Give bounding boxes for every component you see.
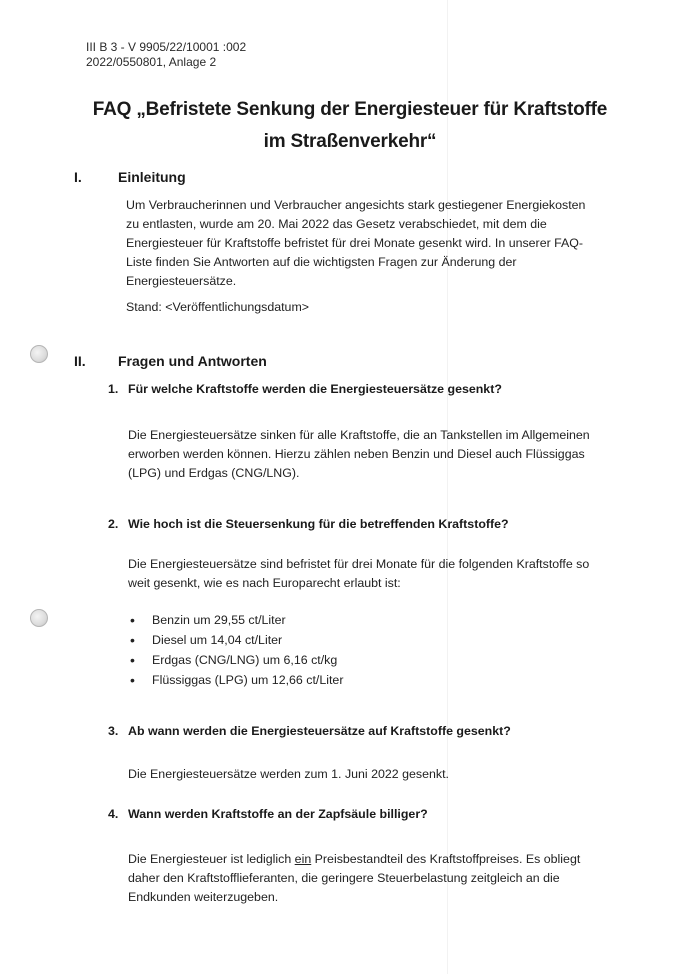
- question-number: 1.: [108, 382, 119, 396]
- answer-line: weit gesenkt, wie es nach Europarecht erlaubt ist:: [128, 576, 401, 590]
- intro-line: zu entlasten, wurde am 20. Mai 2022 das Gesetz verabschiedet, mit dem die: [126, 217, 547, 231]
- answer-line: erworben werden können. Hierzu zählen neben Benzin und Diesel auch Flüssiggas: [128, 447, 585, 461]
- section-1-title: Einleitung: [118, 169, 186, 185]
- question-2: [108, 517, 509, 531]
- answer-4: [128, 850, 580, 907]
- answer-emphasis: ein: [294, 852, 312, 866]
- answer-line: Die Energiesteuersätze sinken für alle Kraftstoffe, die an Tankstellen im Allgemeinen: [128, 428, 590, 442]
- answer-line: [128, 850, 580, 869]
- question-number: 2.: [108, 517, 119, 531]
- question-1: [108, 382, 502, 396]
- question-4: [108, 807, 428, 821]
- intro-paragraph: [126, 196, 585, 291]
- list-item: • Erdgas (CNG/LNG) um 6,16 ct/kg: [128, 650, 343, 670]
- list-item: • Diesel um 14,04 ct/Liter: [128, 630, 343, 650]
- punch-hole-bottom: [30, 609, 48, 627]
- intro-line: Energiesteuer für Kraftstoffe befristet für drei Monate gesenkt wird. In unserer FAQ-: [126, 236, 584, 250]
- answer-line: daher den Kraftstofflieferanten, die geringere Steuerbelastung zeitgleich an die: [128, 871, 560, 885]
- question-text: Wie hoch ist die Steuersenkung für die betreffenden Kraftstoffe?: [128, 517, 509, 531]
- answer-text: Preisbestandteil des Kraftstoffpreises. Es obliegt: [311, 852, 581, 866]
- answer-text: Die Energiesteuer ist lediglich: [128, 852, 295, 866]
- reference-number: [86, 40, 246, 70]
- question-text: Für welche Kraftstoffe werden die Energiesteuersätze gesenkt?: [128, 382, 502, 396]
- stand-date: Stand: <Veröffentlichungsdatum>: [126, 300, 310, 314]
- list-item: • Flüssiggas (LPG) um 12,66 ct/Liter: [128, 670, 343, 690]
- question-number: 3.: [108, 724, 119, 738]
- reference-line-1: III B 3 - V 9905/22/10001 :002: [86, 40, 247, 54]
- reference-line-2: 2022/0550801, Anlage 2: [86, 55, 217, 69]
- answer-1: [128, 426, 590, 483]
- question-text: Wann werden Kraftstoffe an der Zapfsäule billiger?: [128, 807, 428, 821]
- section-1-number: I.: [74, 169, 82, 185]
- punch-hole-top: [30, 345, 48, 363]
- section-2-title: Fragen und Antworten: [118, 353, 267, 369]
- question-text: Ab wann werden die Energiesteuersätze auf Kraftstoffe gesenkt?: [128, 724, 511, 738]
- question-number: 4.: [108, 807, 119, 821]
- intro-line: Um Verbraucherinnen und Verbraucher angesichts stark gestiegener Energiekosten: [126, 198, 586, 212]
- question-3: [108, 724, 511, 738]
- document-title: [40, 94, 660, 158]
- answer-line: (LPG) und Erdgas (CNG/LNG).: [128, 466, 300, 480]
- tax-reduction-list: [128, 610, 343, 690]
- title-line-1: FAQ „Befristete Senkung der Energiesteuer für Kraftstoffe: [92, 99, 608, 120]
- list-item: • Benzin um 29,55 ct/Liter: [128, 610, 343, 630]
- answer-line: Endkunden weiterzugeben.: [128, 890, 279, 904]
- intro-line: Liste finden Sie Antworten auf die wichtigsten Fragen zur Änderung der: [126, 255, 517, 269]
- answer-3: [128, 765, 449, 784]
- answer-line: Die Energiesteuersätze sind befristet für drei Monate für die folgenden Kraftstoffe so: [128, 557, 590, 571]
- intro-line: Energiesteuersätze.: [126, 274, 237, 288]
- section-2-number: II.: [74, 353, 86, 369]
- answer-line: Die Energiesteuersätze werden zum 1. Juni 2022 gesenkt.: [128, 767, 449, 781]
- answer-2: [128, 555, 589, 593]
- title-line-2: im Straßenverkehr“: [263, 131, 437, 152]
